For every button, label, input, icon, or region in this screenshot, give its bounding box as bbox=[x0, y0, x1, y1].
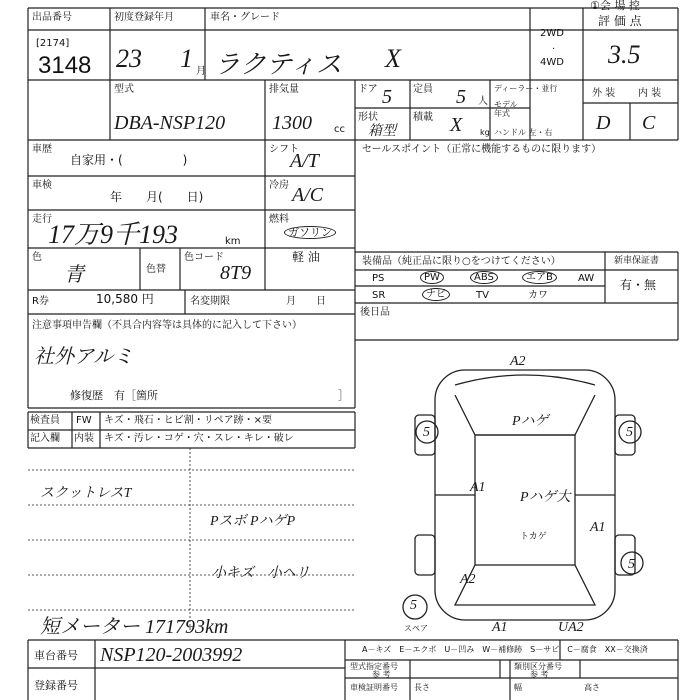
equip-airbag: エアB bbox=[522, 271, 557, 284]
damage-ua2-rear: UA2 bbox=[558, 620, 584, 635]
color-code-label: 色コード bbox=[184, 252, 224, 263]
name-change-label: 名変期限 bbox=[190, 296, 230, 307]
shift-label: シフト bbox=[269, 144, 299, 155]
drive-dot: · bbox=[552, 44, 556, 55]
drive-4wd: 4WD bbox=[540, 57, 564, 68]
warranty-value: 有・無 bbox=[620, 278, 657, 292]
equip-pw: PW bbox=[420, 271, 444, 284]
damage-lizard: トカゲ bbox=[520, 532, 547, 542]
type-no-ref: 参 考 bbox=[372, 670, 391, 679]
damage-a1-left: A1 bbox=[470, 480, 486, 495]
height-label: 高さ bbox=[584, 683, 600, 692]
dealer-label: ディーラー・並行 bbox=[494, 84, 558, 93]
lot-code: [2174] bbox=[36, 38, 70, 49]
model-value: DBA-NSP120 bbox=[114, 112, 226, 134]
cert-label: 車検証明番号 bbox=[350, 683, 398, 692]
damage-paint-peel-hood: Pハゲ bbox=[512, 414, 549, 429]
equip-leather: カワ bbox=[528, 290, 548, 301]
equip-navi: ナビ bbox=[422, 288, 450, 301]
class-ref: 参 考 bbox=[530, 670, 549, 679]
recycle-label: R券 bbox=[32, 296, 49, 307]
displacement-label: 排気量 bbox=[269, 84, 299, 95]
model-year-label: モデル 年式 bbox=[494, 100, 518, 118]
handle-label: ハンドル 左・右 bbox=[494, 128, 553, 137]
km-unit: km bbox=[225, 236, 241, 247]
kg-unit: kg bbox=[480, 128, 490, 137]
selling-label: セールスポイント（正常に機能するものに限ります） bbox=[362, 144, 602, 155]
color-label: 色 bbox=[32, 252, 42, 263]
mileage-value: 17万9千193 bbox=[48, 220, 179, 249]
first-reg-year: 23 bbox=[116, 44, 142, 73]
damage-5-spare: 5 bbox=[410, 598, 417, 613]
handwritten-note-2: Pスボ PハゲP bbox=[210, 514, 296, 529]
score-label: 評 価 点 bbox=[598, 14, 642, 28]
damage-5-fr: 5 bbox=[626, 425, 633, 440]
grade: X bbox=[385, 44, 401, 73]
inspection-value: 年 月( 日) bbox=[110, 190, 204, 204]
ac-value: A/C bbox=[292, 184, 324, 206]
usage-label: 車歴 bbox=[32, 144, 52, 155]
capacity-value: 5 bbox=[456, 86, 466, 108]
inspection-label: 車検 bbox=[32, 180, 52, 191]
warranty-label: 新車保証書 bbox=[614, 256, 660, 266]
inspector-interior: 内装 bbox=[74, 433, 94, 444]
equip-sr: SR bbox=[372, 290, 386, 301]
spare-label: スペア bbox=[404, 624, 428, 633]
ext-grade: D bbox=[596, 112, 611, 134]
equip-aw: AW bbox=[578, 273, 595, 284]
model-label: 型式 bbox=[114, 84, 134, 95]
type-no-label: 型式指定番号 bbox=[350, 662, 398, 671]
shape-label: 形状 bbox=[358, 112, 378, 123]
color-change-label: 色替 bbox=[146, 264, 166, 275]
doors-value: 5 bbox=[382, 86, 392, 108]
equip-abs: ABS bbox=[470, 271, 498, 284]
load-value: X bbox=[450, 114, 463, 136]
width-label: 幅 bbox=[514, 683, 522, 692]
handwritten-note-1: スクットレスT bbox=[40, 486, 132, 501]
inspector-fw: FW bbox=[76, 415, 92, 426]
color-value: 青 bbox=[64, 264, 84, 286]
caution-text: 社外アルミ bbox=[34, 346, 134, 368]
reg-label: 登録番号 bbox=[34, 679, 78, 692]
capacity-label: 定員 bbox=[413, 84, 433, 95]
car-name-label: 車名・グレード bbox=[210, 12, 280, 23]
int-grade: C bbox=[642, 112, 656, 134]
repair-label: 修復歴 有［箇所 bbox=[70, 389, 158, 402]
damage-a1-right: A1 bbox=[590, 520, 606, 535]
first-reg-month: 1 bbox=[180, 44, 193, 73]
lot-number: 3148 bbox=[38, 52, 92, 79]
length-label: 長さ bbox=[414, 683, 430, 692]
shape-value: 箱型 bbox=[368, 124, 396, 139]
mileage-label: 走行 bbox=[32, 214, 52, 225]
damage-paint-peel-roof: Pハゲ大 bbox=[520, 490, 571, 505]
usage-value: 自家用・( ) bbox=[70, 153, 188, 167]
int-label: 内 装 bbox=[638, 88, 662, 99]
handwritten-note-3: 小キズ 小ヘリ bbox=[212, 566, 310, 581]
damage-a1-rear: A1 bbox=[492, 620, 508, 635]
fuel-diesel: 軽 油 bbox=[292, 250, 320, 264]
damage-5-rr: 5 bbox=[628, 557, 635, 572]
venue-label: ①会 場 控 bbox=[590, 0, 640, 12]
recycle-amount: 10,580 円 bbox=[96, 292, 154, 306]
color-code-value: 8T9 bbox=[220, 262, 252, 284]
handwritten-note-4: 短メーター 171793km bbox=[40, 616, 229, 638]
score: 3.5 bbox=[608, 40, 641, 69]
chassis-number: NSP120-2003992 bbox=[100, 644, 243, 666]
damage-5-fl: 5 bbox=[423, 425, 430, 440]
caution-label: 注意事項申告欄（不具合内容等は具体的に記入して下さい） bbox=[32, 320, 302, 331]
after-label: 後日品 bbox=[360, 307, 390, 318]
inspector-row2: キズ・汚レ・コゲ・穴・スレ・キレ・破レ bbox=[104, 433, 294, 444]
damage-a2-rear-left: A2 bbox=[460, 572, 476, 587]
first-reg-label: 初度登録年月 bbox=[114, 12, 174, 23]
fuel-label: 燃料 bbox=[269, 214, 289, 225]
ac-label: 冷房 bbox=[269, 180, 289, 191]
inspector-label-1: 検査員 bbox=[30, 415, 60, 426]
damage-a2-front: A2 bbox=[510, 354, 526, 369]
ext-label: 外 装 bbox=[592, 88, 616, 99]
month-unit: 月 bbox=[196, 66, 206, 77]
doors-label: ドア bbox=[358, 84, 378, 95]
person-unit: 人 bbox=[478, 96, 488, 107]
equipment-label: 装備品（純正品に限り○をつけてください） bbox=[362, 256, 561, 267]
chassis-label: 車台番号 bbox=[34, 649, 78, 662]
equip-tv: TV bbox=[476, 290, 489, 301]
lot-label: 出品番号 bbox=[32, 12, 72, 23]
displacement-value: 1300 bbox=[272, 112, 312, 134]
damage-legend: A－キズ E－エクボ U－凹み W－補修跡 S－サビ C－腐食 XX－交換済 bbox=[362, 645, 648, 654]
car-name: ラクティス bbox=[214, 50, 342, 79]
drive-2wd: 2WD bbox=[540, 28, 564, 39]
equip-ps: PS bbox=[372, 273, 385, 284]
repair-bracket: ］ bbox=[338, 389, 349, 402]
fuel-petrol: ガソリン bbox=[284, 226, 336, 239]
name-change-value: 月 日 bbox=[286, 296, 326, 307]
cc-unit: cc bbox=[334, 124, 345, 135]
shift-value: A/T bbox=[290, 150, 319, 172]
class-label: 類別区分番号 bbox=[514, 662, 562, 671]
inspector-label-2: 記入欄 bbox=[30, 433, 60, 444]
inspector-row1: キズ・飛石・ヒビ割・リペア跡・×要 bbox=[104, 415, 272, 426]
load-label: 積載 bbox=[413, 112, 433, 123]
